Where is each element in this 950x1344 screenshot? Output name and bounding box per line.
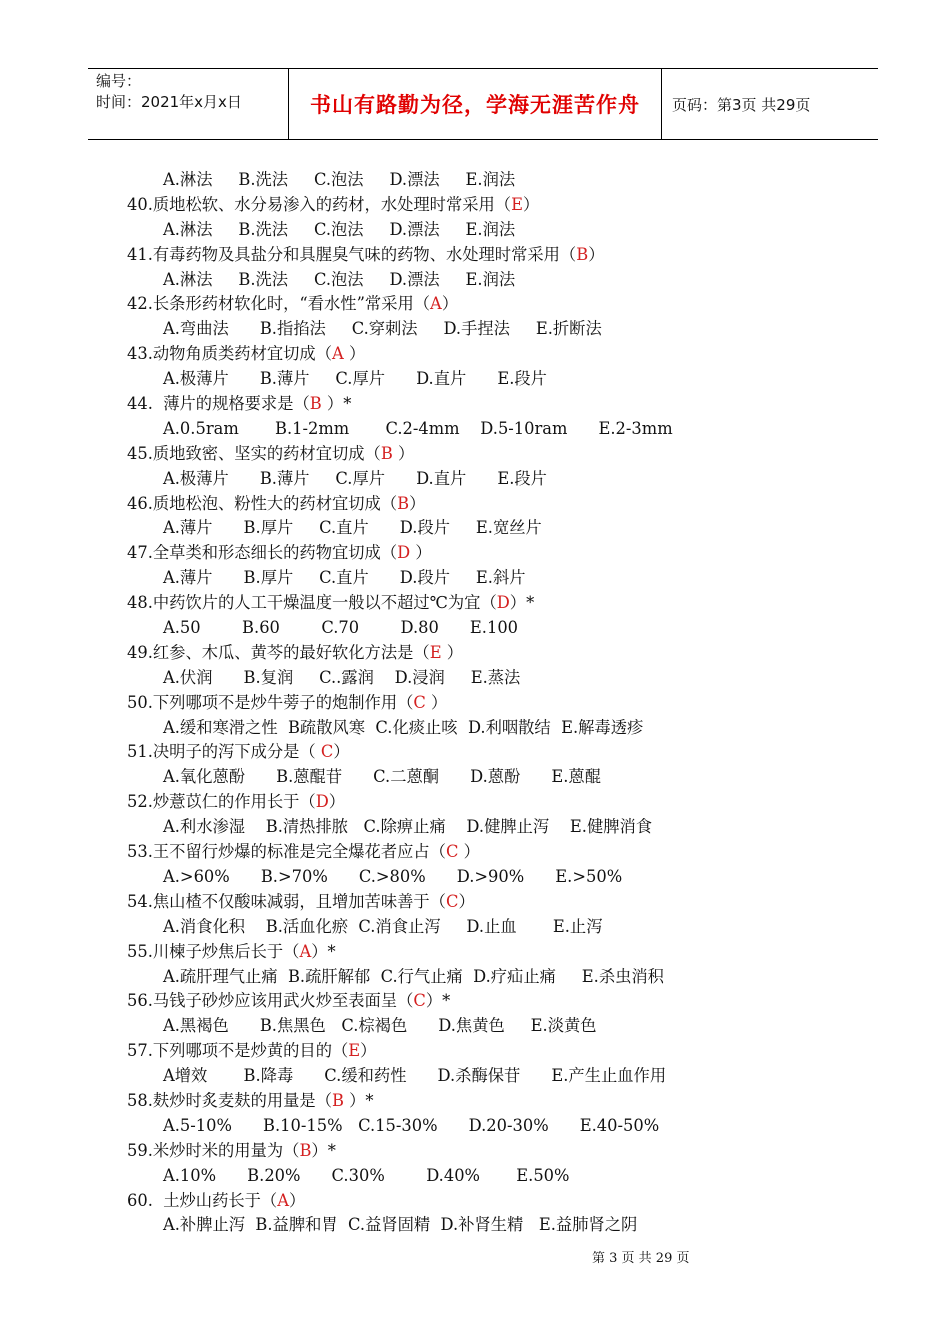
- question-suffix: ）*: [321, 394, 352, 414]
- answer-letter: B: [332, 1090, 344, 1110]
- question-text: 45.质地致密、坚实的药材宜切成（: [127, 443, 381, 463]
- question-line: [127, 840, 887, 865]
- question-line: [127, 243, 887, 268]
- question-text: 50.下列哪项不是炒牛蒡子的炮制作用（: [127, 692, 414, 712]
- answer-letter: A: [277, 1190, 289, 1210]
- answer-letter: A: [299, 941, 312, 961]
- question-line: [127, 392, 887, 417]
- question-suffix: ）: [410, 543, 432, 563]
- question-text: 55.川楝子炒焦后长于（: [127, 941, 300, 961]
- question-line: [127, 292, 887, 317]
- question-suffix: ）: [425, 692, 448, 712]
- answer-letter: D: [496, 593, 510, 613]
- question-line: [127, 1039, 887, 1064]
- answer-letter: E: [429, 642, 442, 662]
- question-line: [127, 641, 887, 666]
- question-text: 40.质地松软、水分易渗入的药材，水处理时常采用（: [127, 194, 512, 214]
- answer-options: A.弯曲法 B.指掐法 C.穿刺法 D.手捏法 E.折断法: [163, 319, 602, 339]
- question-text: 59.米炒时米的用量为（: [127, 1140, 300, 1160]
- answer-options: A.伏润 B.复润 C..露润 D.浸润 E.蒸法: [163, 667, 521, 687]
- question-text: 54.焦山楂不仅酸味减弱，且增加苦味善于（: [127, 891, 446, 911]
- answer-options: A.补脾止泻 B.益脾和胃 C.益肾固精 D.补肾生精 E.益肺肾之阴: [163, 1215, 638, 1235]
- question-text: 52.炒薏苡仁的作用长于（: [127, 792, 316, 812]
- answer-letter: B: [380, 443, 393, 463]
- question-line: [127, 740, 887, 765]
- question-suffix: ）: [522, 194, 540, 214]
- answer-options: A.50 B.60 C.70 D.80 E.100: [163, 618, 519, 638]
- question-suffix: ）*: [311, 1140, 336, 1160]
- answer-letter: D: [315, 792, 329, 812]
- question-text: 47.全草类和形态细长的药物宜切成（: [127, 543, 398, 563]
- answer-letter: C: [320, 742, 334, 762]
- answer-options: A.极薄片 B.薄片 C.厚片 D.直片 E.段片: [163, 369, 547, 389]
- question-list: [127, 168, 887, 1238]
- answer-options: A.薄片 B.厚片 C.直片 D.段片 E.斜片: [163, 568, 526, 588]
- question-suffix: ）*: [311, 941, 336, 961]
- question-text: 58.麸炒时炙麦麸的用量是（: [127, 1090, 332, 1110]
- question-text: 53.王不留行炒爆的标准是完全爆花者应占（: [127, 842, 446, 862]
- answer-options: A.黑褐色 B.焦黑色 C.棕褐色 D.焦黄色 E.淡黄色: [163, 1016, 597, 1036]
- question-text: 41.有毒药物及具盐分和具腥臭气味的药物、水处理时常采用（: [127, 244, 577, 264]
- question-text: 42.长条形药材软化时，“看水性”常采用（: [127, 294, 431, 314]
- answer-letter: C: [445, 842, 459, 862]
- answer-options: A.薄片 B.厚片 C.直片 D.段片 E.宽丝片: [163, 518, 542, 538]
- question-suffix: ）: [409, 493, 426, 513]
- time-label: 时间：2021年x月x日: [96, 93, 242, 111]
- header-motto-cell: [288, 69, 662, 139]
- answer-options: A.氧化蒽酚 B.蒽醌苷 C.二蒽酮 D.蒽酚 E.蒽醌: [163, 767, 601, 787]
- question-text: 60. 土炒山药长于（: [127, 1190, 278, 1210]
- question-line: [127, 1089, 887, 1114]
- answer-letter: C: [413, 692, 426, 712]
- question-text: 44. 薄片的规格要求是（: [127, 394, 310, 414]
- answer-options: A.消食化积 B.活血化瘀 C.消食止泻 D.止血 E.止泻: [163, 916, 603, 936]
- answer-options: A.0.5ram B.1-2mm C.2-4mm D.5-10ram E.2-3mm: [163, 418, 673, 438]
- answer-options: A.淋法 B.洗法 C.泡法 D.漂法 E.润法: [163, 269, 516, 289]
- question-line: [127, 989, 887, 1014]
- document-header: [88, 68, 878, 140]
- answer-options: A.疏肝理气止痛 B.疏肝解郁 C.行气止痛 D.疗疝止痛 E.杀虫消积: [163, 966, 664, 986]
- answer-options: A.缓和寒滑之性 B疏散风寒 C.化痰止咳 D.利咽散结 E.解毒透疹: [163, 717, 644, 737]
- question-suffix: ）: [441, 294, 459, 314]
- question-line: [127, 193, 887, 218]
- answer-letter: B: [397, 493, 410, 513]
- question-line: [127, 790, 887, 815]
- answer-letter: C: [413, 991, 426, 1011]
- answer-letter: C: [445, 891, 459, 911]
- answer-options: A.淋法 B.洗法 C.泡法 D.漂法 E.润法: [163, 219, 516, 239]
- header-left-cell: [88, 69, 288, 139]
- question-line: [127, 890, 887, 915]
- question-suffix: ）: [458, 891, 475, 911]
- question-text: 46.质地松泡、粉性大的药材宜切成（: [127, 493, 398, 513]
- question-suffix: ）*: [425, 991, 451, 1011]
- question-line: [127, 591, 887, 616]
- question-suffix: ）: [458, 842, 480, 862]
- question-suffix: ）*: [343, 1090, 374, 1110]
- question-suffix: ）: [343, 344, 366, 364]
- answer-letter: A: [430, 294, 442, 314]
- question-suffix: ）: [360, 1041, 377, 1061]
- question-text: 49.红参、木瓜、黄芩的最好软化方法是（: [127, 642, 430, 662]
- answer-options: A.利水渗湿 B.清热排脓 C.除痹止痛 D.健脾止泻 E.健脾消食: [163, 817, 653, 837]
- answer-letter: B: [576, 244, 589, 264]
- question-suffix: ）: [333, 742, 350, 762]
- answer-options: A.极薄片 B.薄片 C.厚片 D.直片 E.段片: [163, 468, 547, 488]
- question-text: 51.决明子的泻下成分是（: [127, 742, 321, 762]
- question-line: [127, 342, 887, 367]
- question-line: [127, 492, 887, 517]
- question-suffix: ）: [392, 443, 415, 463]
- question-line: [127, 1139, 887, 1164]
- answer-letter: D: [397, 543, 411, 563]
- answer-letter: B: [299, 1140, 312, 1160]
- page-footer: 第 3 页 共 29 页: [592, 1251, 690, 1266]
- question-suffix: ）: [328, 792, 346, 812]
- question-line: [127, 940, 887, 965]
- header-page-cell: [662, 69, 878, 139]
- answer-options: A.10% B.20% C.30% D.40% E.50%: [163, 1165, 570, 1185]
- question-suffix: ）*: [509, 593, 535, 613]
- question-line: [127, 1189, 887, 1214]
- answer-options: A.5-10% B.10-15% C.15-30% D.20-30% E.40-50%: [163, 1115, 660, 1135]
- question-text: 57.下列哪项不是炒黄的目的（: [127, 1041, 349, 1061]
- question-line: [127, 442, 887, 467]
- question-suffix: ）: [588, 244, 605, 264]
- question-suffix: ）: [441, 642, 464, 662]
- answer-options: A.>60% B.>70% C.>80% D.>90% E.>50%: [163, 866, 623, 886]
- question-suffix: ）: [288, 1190, 306, 1210]
- answer-letter: E: [348, 1041, 361, 1061]
- answer-letter: B: [309, 394, 322, 414]
- question-line: [127, 691, 887, 716]
- motto-text: 书山有路勤为径，学海无涯苦作舟: [310, 93, 640, 117]
- answer-letter: A: [332, 344, 344, 364]
- page-label: 页码：第3页 共29页: [672, 95, 811, 114]
- question-text: 48.中药饮片的人工干燥温度一般以不超过℃为宜（: [127, 593, 497, 613]
- answer-options: A.淋法 B.洗法 C.泡法 D.漂法 E.润法: [163, 170, 516, 189]
- question-text: 56.马钱子砂炒应该用武火炒至表面呈（: [127, 991, 414, 1011]
- question-line: [127, 541, 887, 566]
- code-label: 编号：: [96, 72, 142, 90]
- answer-letter: E: [511, 194, 523, 214]
- answer-options: A增效 B.降毒 C.缓和药性 D.杀酶保苷 E.产生止血作用: [163, 1066, 667, 1086]
- question-text: 43.动物角质类药材宜切成（: [127, 344, 332, 364]
